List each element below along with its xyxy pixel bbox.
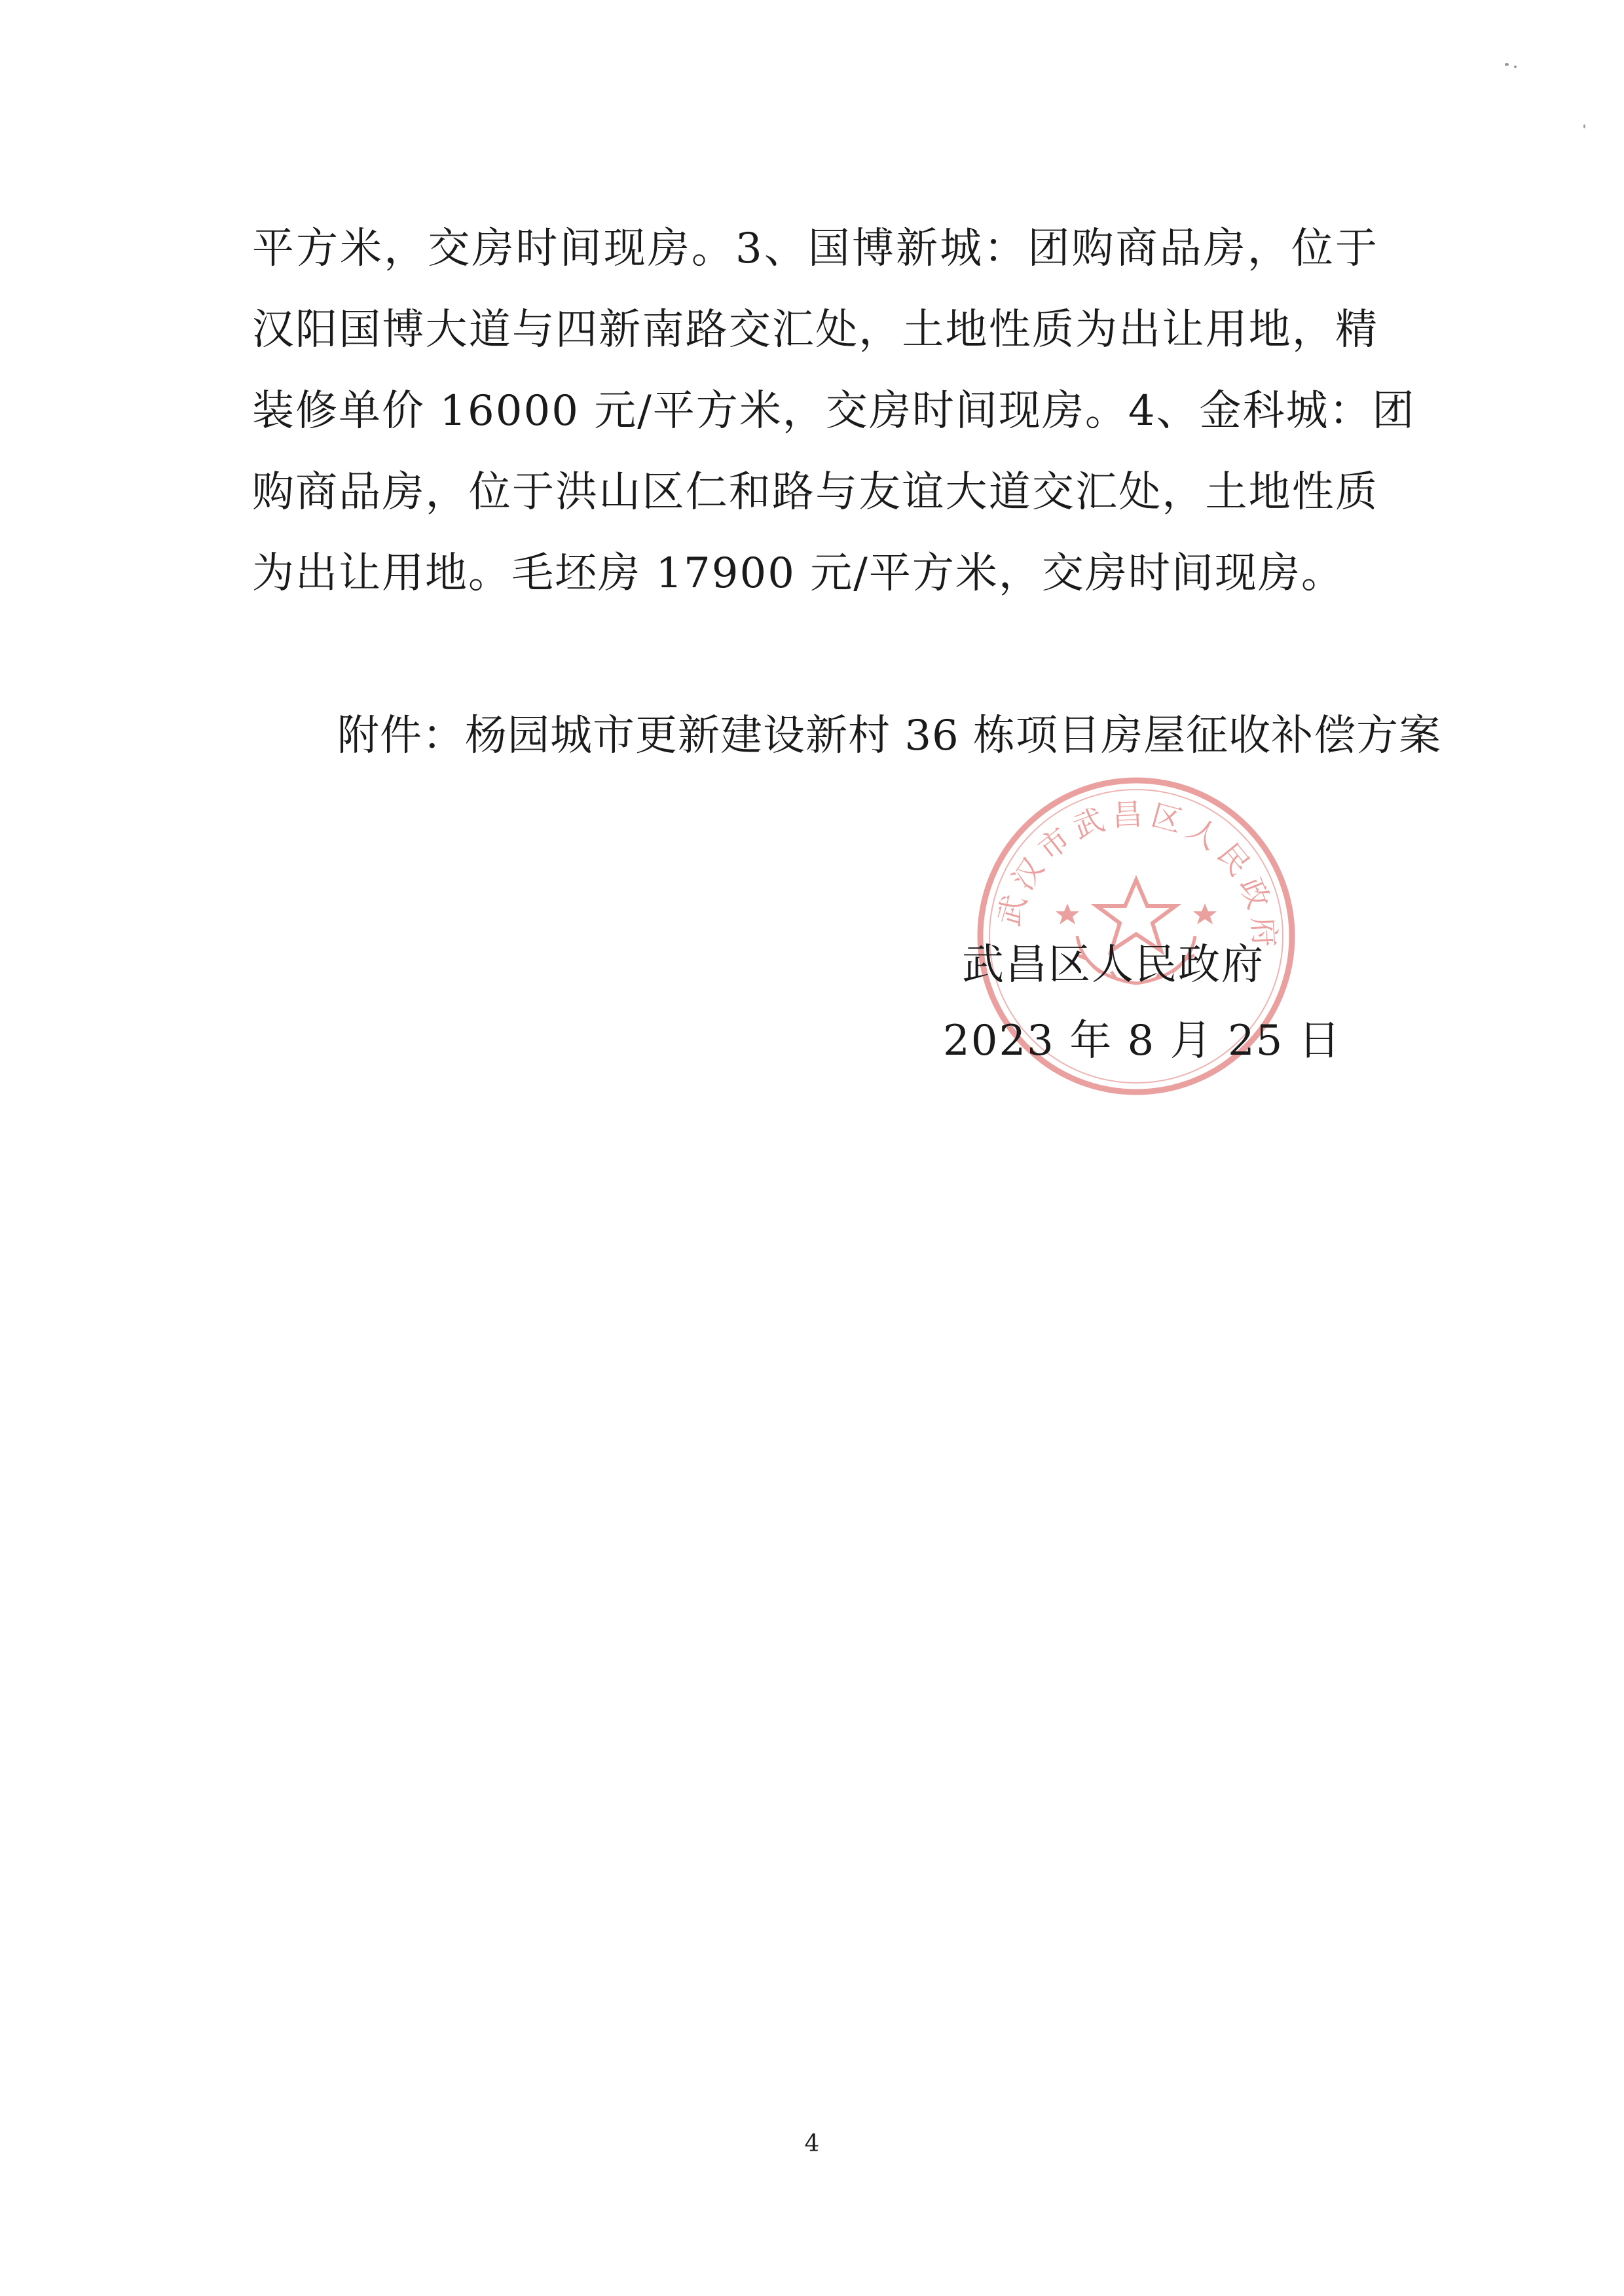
scan-speck [1505,63,1509,66]
body-line: 装修单价 16000 元/平方米，交房时间现房。4、金科城：团 [252,387,1416,435]
attachment-line: 附件：杨园城市更新建设新村 36 栋项目房屋征收补偿方案 [337,712,1442,760]
seal-small-star-icon [1056,903,1217,924]
body-line: 汉阳国博大道与四新南路交汇处，土地性质为出让用地，精 [252,306,1378,354]
scan-speck [1514,65,1517,68]
scan-speck [1583,124,1585,128]
seal-text: 武汉市武昌区人民政府 [990,795,1283,955]
body-line: 购商品房，位于洪山区仁和路与友谊大道交汇处，土地性质 [252,468,1378,517]
issuing-organization: 武昌区人民政府 [962,941,1264,989]
issue-date: 2023 年 8 月 25 日 [943,1017,1342,1065]
body-line: 平方米，交房时间现房。3、国博新城：团购商品房，位于 [252,225,1378,273]
body-paragraph [252,208,1416,614]
page-number: 4 [804,2130,820,2157]
body-line: 为出让用地。毛坯房 17900 元/平方米，交房时间现房。 [252,549,1344,598]
signature-block [943,927,1342,1079]
